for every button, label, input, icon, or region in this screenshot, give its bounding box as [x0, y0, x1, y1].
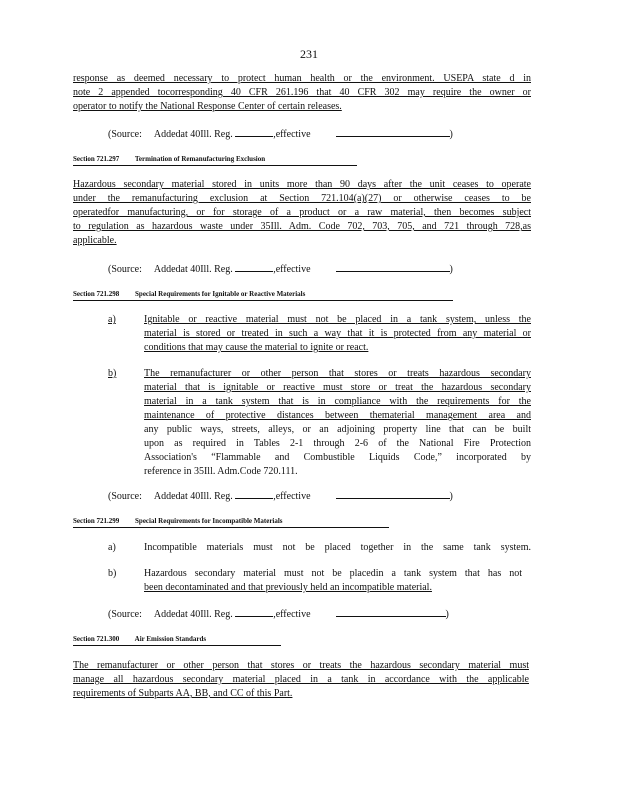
- blank-field: [336, 262, 450, 272]
- source-suffix: ): [449, 491, 453, 502]
- item-text: [144, 541, 531, 555]
- source-prefix: (Source:: [108, 129, 142, 140]
- text-line: manage all hazardous secondary material placed in a tank in accordance with the applicable: [73, 674, 529, 685]
- item-marker: b): [108, 568, 117, 579]
- section-heading: [73, 154, 265, 164]
- source-mid: Addedat 40Ill. Reg.: [153, 491, 233, 502]
- section-underline: [73, 527, 389, 528]
- text-line: applicable.: [73, 235, 117, 246]
- text-line: upon as required in Tables 2-1 through 2-6 of the National Fire Protection: [144, 438, 531, 449]
- section-paragraph: [73, 178, 531, 248]
- text-line: been decontaminated and that previously held an incompatible material.: [144, 582, 432, 593]
- item-text: [144, 313, 531, 355]
- source-line: [108, 489, 453, 504]
- text-line: response as deemed necessary to protect human health or the environment. USEPA state d in: [73, 73, 531, 84]
- section-heading: [73, 634, 206, 644]
- source-mid: Addedat 40Ill. Reg.: [153, 609, 233, 620]
- section-title: Termination of Remanufacturing Exclusion: [134, 155, 266, 163]
- blank-field: [235, 607, 273, 617]
- source-effective: ,effective: [273, 609, 311, 620]
- blank-field: [235, 262, 273, 272]
- source-mid: Addedat 40Ill. Reg.: [153, 129, 233, 140]
- text-line: Hazardous secondary material stored in units more than 90 days after the unit ceases to operate: [73, 179, 531, 190]
- blank-field: [336, 489, 450, 499]
- text-line: material is stored or treated in such a way that it is protected from any material or: [144, 328, 531, 339]
- text-line: reference in 35Ill. Adm.Code 720.111.: [144, 466, 298, 477]
- text-line: any public ways, streets, alleys, or an adjoining property line that can be built: [144, 424, 531, 435]
- section-title: Special Requirements for Incompatible Materials: [135, 517, 283, 525]
- section-paragraph: [73, 659, 529, 701]
- section-number: Section 721.299: [73, 517, 120, 525]
- text-line: maintenance of protective distances between thematerial management area and: [144, 410, 531, 421]
- text-line: The remanufacturer or other person that stores or treats hazardous secondary: [144, 368, 531, 379]
- section-number: Section 721.297: [73, 155, 120, 163]
- source-prefix: (Source:: [108, 264, 142, 275]
- section-title: Special Requirements for Ignitable or Reactive Materials: [135, 290, 306, 298]
- source-line: [108, 262, 453, 277]
- page-number: 231: [300, 47, 318, 61]
- text-line: Incompatible materials must not be placed together in the same tank system.: [144, 542, 531, 553]
- text-line: material that is ignitable or reactive must store or treat the hazardous secondary: [144, 382, 531, 393]
- source-suffix: ): [449, 129, 453, 140]
- text-line: Hazardous secondary material must not be placedin a tank system that has not: [144, 568, 522, 579]
- item-marker: a): [108, 314, 116, 325]
- blank-field: [235, 127, 273, 137]
- blank-field: [336, 607, 446, 617]
- item-text: [144, 567, 522, 595]
- text-line: under the remanufacturing exclusion at Section 721.104(a)(27) or otherwise ceases to be: [73, 193, 531, 204]
- source-mid: Addedat 40Ill. Reg.: [153, 264, 233, 275]
- text-line: to regulation as hazardous waste under 35Ill. Adm. Code 702, 703, 705, and 721 through 728,as: [73, 221, 531, 232]
- source-effective: ,effective: [273, 264, 311, 275]
- section-underline: [73, 645, 281, 646]
- source-line: [108, 127, 453, 142]
- item-marker: a): [108, 542, 116, 553]
- section-number: Section 721.300: [73, 635, 120, 643]
- section-underline: [73, 300, 453, 301]
- text-line: operator to notify the National Response Center of certain releases.: [73, 101, 342, 112]
- text-line: material in a tank system that is in compliance with the requirements for the: [144, 396, 531, 407]
- section-heading: [73, 516, 283, 526]
- source-prefix: (Source:: [108, 609, 142, 620]
- source-suffix: ): [445, 609, 449, 620]
- text-line: Association's “Flammable and Combustible Liquids Code,” incorporated by: [144, 452, 531, 463]
- source-effective: ,effective: [273, 491, 311, 502]
- item-text: [144, 367, 531, 479]
- text-line: Ignitable or reactive material must not be placed in a tank system, unless the: [144, 314, 531, 325]
- section-heading: [73, 289, 305, 299]
- blank-field: [235, 489, 273, 499]
- blank-field: [336, 127, 450, 137]
- section-number: Section 721.298: [73, 290, 120, 298]
- text-line: conditions that may cause the material to ignite or react.: [144, 342, 369, 353]
- item-marker: b): [108, 368, 117, 379]
- source-suffix: ): [449, 264, 453, 275]
- text-line: note 2 appended tocorresponding 40 CFR 261.196 that 40 CFR 302 may require the owner or: [73, 87, 531, 98]
- text-line: requirements of Subparts AA, BB, and CC of this Part.: [73, 688, 293, 699]
- text-line: The remanufacturer or other person that stores or treats the hazardous secondary material must: [73, 660, 529, 671]
- section-title: Air Emission Standards: [134, 635, 207, 643]
- intro-paragraph: [73, 72, 531, 114]
- text-line: operatedfor manufacturing, or for storage of a product or a raw material, then becomes subject: [73, 207, 531, 218]
- source-prefix: (Source:: [108, 491, 142, 502]
- source-effective: ,effective: [273, 129, 311, 140]
- source-line: [108, 607, 449, 622]
- section-underline: [73, 165, 357, 166]
